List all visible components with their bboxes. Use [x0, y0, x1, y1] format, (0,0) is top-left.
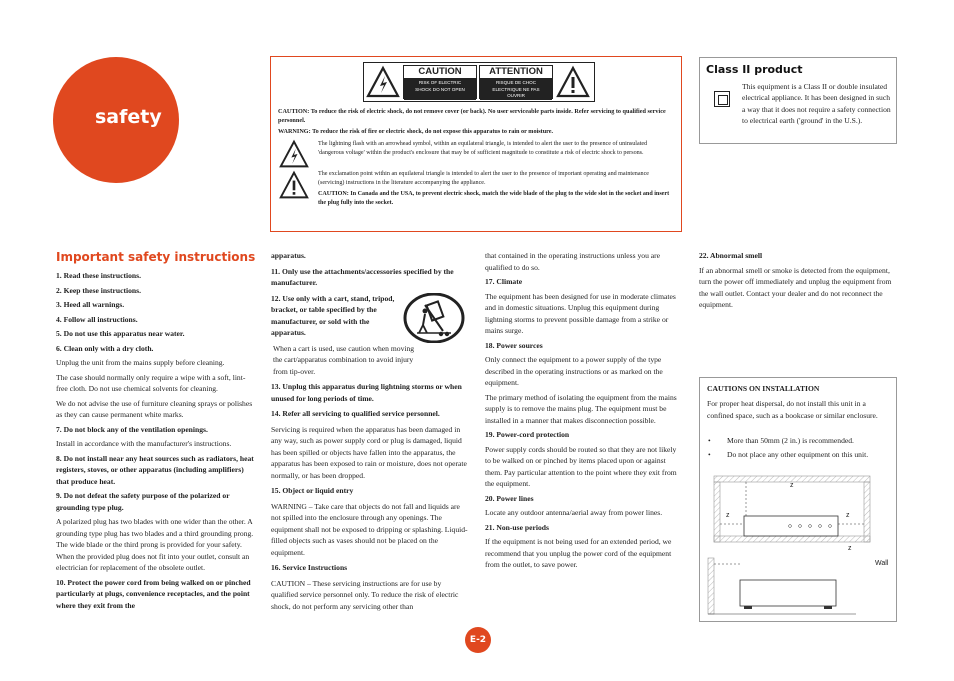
item-18-text-b: The primary method of isolating the equipment from the mains supply is to remove the mains plug. The equipment must be installed in a manner that makes disconnection possible. — [485, 392, 677, 425]
item-10: 10. Protect the power cord from being walked on or pinched particularly at plugs, convenience receptacles, and the point where they exit from the — [56, 577, 251, 610]
item-15-text: WARNING – Take care that objects do not fall and liquids are not spilled into the enclosure through any openings. The equipment shall not be exposed to dripping or splashing. Liquid-filled objects such as vases should not be placed on the equipment. — [271, 501, 468, 557]
item-17-text: The equipment has been designed for use in moderate climates and in domestic situations. Unplug this equipment during lightning storms to prevent possible damage from a strike or mains surge. — [485, 291, 676, 335]
warning-panel — [270, 56, 682, 232]
item-20: 20. Power lines — [485, 493, 534, 503]
column-3 — [485, 250, 683, 571]
exclamation-text: The exclamation point within an equilateral triangle is intended to alert the user to the presence of important operating and maintenance (servicing) instructions in the literature accompanying the appliance. — [318, 171, 649, 186]
item-22: 22. Abnormal smell — [699, 251, 763, 260]
column-4 — [699, 250, 897, 311]
column-1 — [56, 250, 256, 611]
cart-tipover-icon — [403, 293, 465, 343]
lightning-triangle-icon — [366, 65, 400, 99]
item-19: 19. Power-cord protection — [485, 430, 570, 439]
item-12-text: When a cart is used, use caution when moving the cart/apparatus combination to avoid injury from tip-over. — [273, 343, 415, 376]
item-15: 15. Object or liquid entry — [271, 486, 354, 495]
item-19-text: Power supply cords should be routed so that they are not likely to be walked on or pinched by items placed upon or against them. Pay particular attention to the point where they exit from the equipment. — [485, 444, 677, 488]
bullet-dot-2: • — [708, 450, 711, 459]
item-6-text-b: The case should normally only require a wipe with a soft, lint-free cloth. Do not use chemical solvents for cleaning. — [56, 372, 246, 393]
item-7-text: Install in accordance with the manufacturer's instructions. — [56, 439, 232, 448]
instructions-heading: Important safety instructions — [56, 250, 256, 264]
warning-text: WARNING: To reduce the risk of fire or electric shock, do not expose this apparatus to rain or moisture. — [278, 128, 554, 135]
clearance-label-wall: z — [848, 545, 852, 552]
item-16-cont: that contained in the operating instructions unless you are qualified to do so. — [485, 251, 661, 272]
install-bullet-1: More than 50mm (2 in.) is recommended. — [727, 436, 854, 445]
item-21-text: If the equipment is not being used for an extended period, we recommend that you unplug the power cord of the equipment from the outlet, to save power. — [485, 537, 672, 569]
risk-en: RISK OF ELECTRIC SHOCK DO NOT OPEN — [404, 79, 476, 100]
item-2: 2. Keep these instructions. — [56, 285, 142, 295]
item-4: 4. Follow all instructions. — [56, 314, 138, 324]
clearance-label-right: z — [846, 512, 850, 519]
item-6-text-c: We do not advise the use of furniture cleaning sprays or polishes as they can cause permanent white marks. — [56, 398, 253, 419]
item-22-text: If an abnormal smell or smoke is detected from the equipment, turn the power off immediately and unplug the equipment from the wall outlet. Contact your dealer and do not reconnect the equipment. — [699, 265, 892, 309]
bullet-dot-1: • — [708, 436, 711, 445]
item-6: 6. Clean only with a dry cloth. — [56, 343, 154, 353]
double-square-icon — [714, 91, 730, 107]
caution-box — [403, 65, 477, 99]
page-title: safety — [95, 106, 162, 128]
column-2 — [271, 250, 469, 612]
item-11: 11. Only use the attachments/accessories specified by the manufacturer. — [271, 266, 454, 287]
class2-heading: Class II product — [706, 63, 803, 76]
canada-text: CAUTION: In Canada and the USA, to prevent electric shock, match the wide blade of the plug to the wide slot in the socket and insert the plug fully into the socket. — [318, 191, 670, 206]
item-1: 1. Read these instructions. — [56, 271, 142, 280]
wall-label: Wall — [875, 560, 889, 567]
item-8: 8. Do not install near any heat sources such as radiators, heat registers, stoves, or other apparatus (including amplifiers) that produce heat. — [56, 453, 254, 486]
item-10-cont: apparatus. — [271, 251, 306, 260]
item-9-text: A polarized plug has two blades with one wider than the other. A grounding type plug has two blades and a third grounding prong. The wide blade or the third prong is provided for your safety. When the provided plug does not fit into your outlet, consult an electrician for replacement of the obsolete outlet. — [56, 517, 254, 572]
caution-text: CAUTION: To reduce the risk of electric shock, do not remove cover (or back). No user serviceable parts inside. Refer servicing to qualified service personnel. — [278, 108, 666, 124]
install-panel — [699, 377, 897, 622]
install-bullet-2: Do not place any other equipment on this unit. — [727, 450, 869, 459]
attention-box — [479, 65, 553, 99]
item-21: 21. Non-use periods — [485, 522, 549, 532]
item-5: 5. Do not use this apparatus near water. — [56, 329, 185, 338]
item-14-text: Servicing is required when the apparatus has been damaged in any way, such as power supply cord or plug is damaged, liquid has been spilled or objects have fallen into the apparatus, the apparatus has been exposed to rain or moisture, does not operate normally, or has been dropped. — [271, 424, 467, 480]
risk-fr: RISQUE DE CHOC ELECTRIQUE NE PAS OUVRIR — [480, 79, 552, 100]
item-16-text: CAUTION – These servicing instructions are for use by qualified service personnel only. To reduce the risk of electric shock, do not perform any servicing other than — [271, 578, 459, 611]
item-9: 9. Do not defeat the safety purpose of the polarized or grounding type plug. — [56, 491, 230, 512]
item-12: 12. Use only with a cart, stand, tripod, bracket, or table specified by the manufacturer, or sold with the apparatus. — [271, 293, 395, 337]
cart-block — [271, 293, 469, 341]
item-13: 13. Unplug this apparatus during lightning storms or when unused for long periods of time. — [271, 382, 462, 403]
item-18-text-a: Only connect the equipment to a power supply of the type described in the operating instructions or as marked on the equipment. — [485, 355, 663, 387]
install-heading: CAUTIONS ON INSTALLATION — [707, 384, 820, 393]
item-20-text: Locate any outdoor antenna/aerial away from power lines. — [485, 508, 663, 517]
item-18: 18. Power sources — [485, 340, 543, 350]
lightning-text: The lightning flash with an arrowhead symbol, within an equilateral triangle, is intended to alert the user to the presence of uninsulated 'dangerous voltage' within the product's enclosure that may be of sufficient magnitude to constitute a risk of electric shock to persons. — [318, 141, 648, 156]
clearance-label-left: z — [726, 512, 730, 519]
class2-panel — [699, 57, 897, 144]
attention-label: ATTENTION — [480, 66, 552, 79]
exclamation-triangle-icon — [556, 65, 590, 99]
class2-text: This equipment is a Class II or double insulated electrical appliance. It has been designed in such a way that it does not require a safety connection to electrical earth ('ground' in the U.S.). — [742, 82, 891, 126]
page-number: E-2 — [465, 627, 491, 653]
clearance-label-top: z — [790, 482, 794, 489]
install-text: For proper heat dispersal, do not install this unit in a confined space, such as a bookcase or similar enclosure. — [707, 399, 878, 420]
item-7: 7. Do not block any of the ventilation openings. — [56, 424, 208, 434]
lightning-symbol-icon — [279, 139, 309, 169]
caution-label: CAUTION — [404, 66, 476, 79]
exclamation-symbol-icon — [279, 170, 309, 200]
item-17: 17. Climate — [485, 277, 523, 286]
item-16: 16. Service Instructions — [271, 563, 348, 572]
installation-diagram — [706, 470, 892, 618]
item-14: 14. Refer all servicing to qualified service personnel. — [271, 409, 440, 418]
item-3: 3. Heed all warnings. — [56, 300, 125, 309]
item-6-text-a: Unplug the unit from the mains supply before cleaning. — [56, 358, 225, 367]
caution-label-strip — [363, 62, 595, 102]
